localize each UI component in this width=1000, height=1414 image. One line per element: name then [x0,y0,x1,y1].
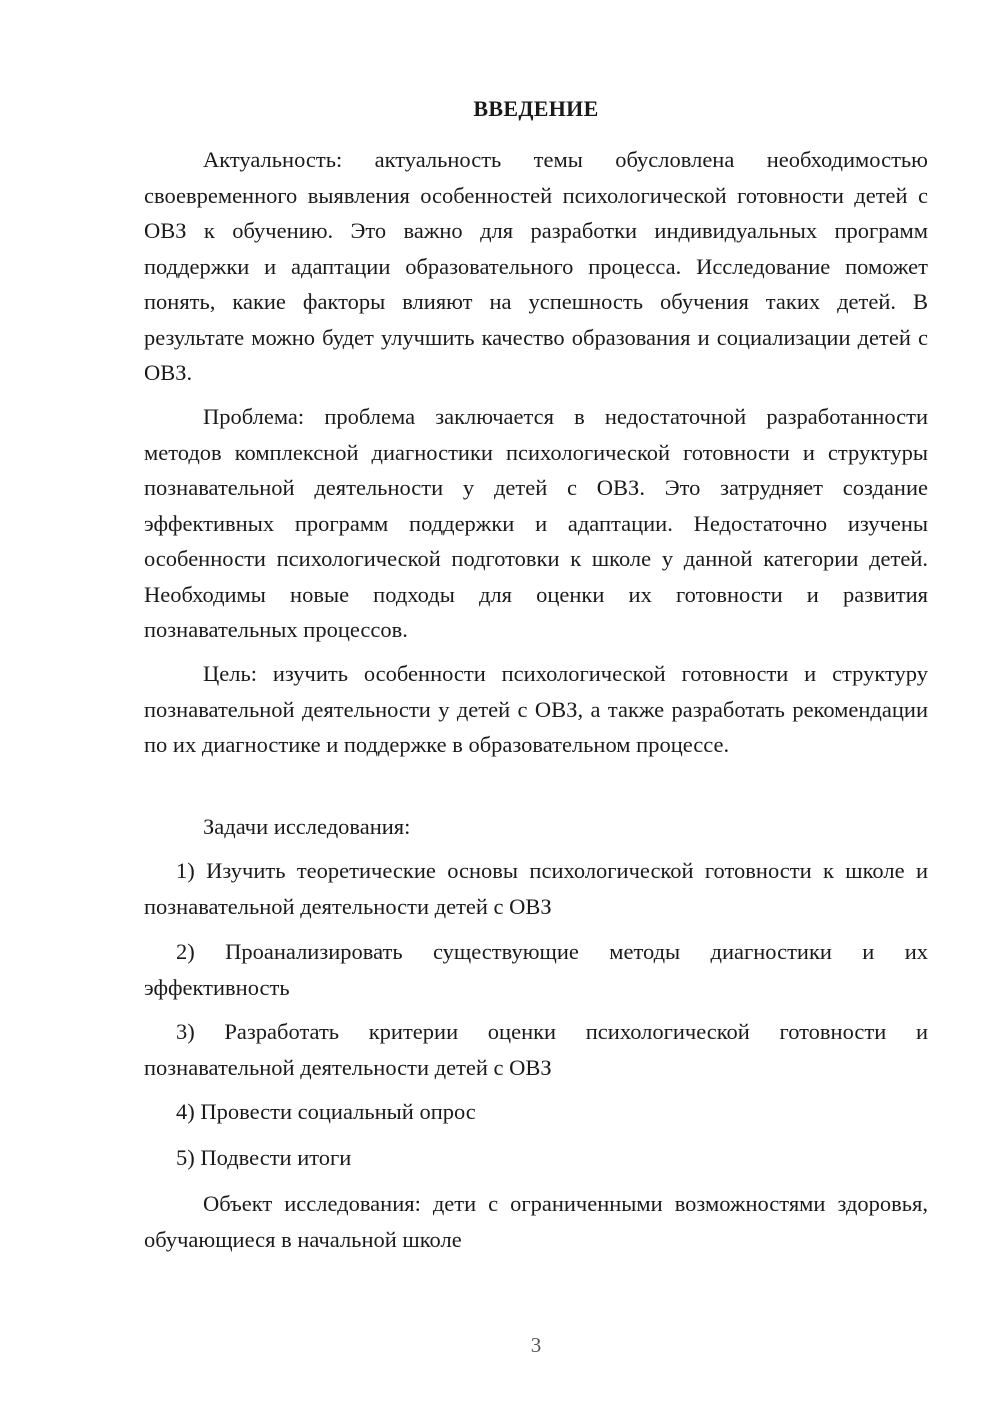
page-number: 3 [530,1333,542,1357]
tasks-title: Задачи исследования: [203,814,411,839]
task-item-4: 4) Провести социальный опрос [176,1099,476,1124]
page-title: ВВЕДЕНИЕ [473,96,599,121]
object-paragraph: Объект исследования: дети с ограниченными возможностями здоровья, обучающиеся в начальной школе [144,1191,928,1252]
task-item-3: 3) Разработать критерии оценки психологической готовности и познавательной деятельности детей с ОВЗ [144,1019,928,1080]
task-item-5: 5) Подвести итоги [176,1145,352,1170]
task-item-1: 1) Изучить теоретические основы психологической готовности к школе и познавательной деятельности детей с ОВЗ [144,858,928,919]
goal-paragraph: Цель: изучить особенности психологической готовности и структуру познавательной деятельности у детей с ОВЗ, а также разработать рекомендации по их диагностике и поддержке в образовательном процессе. [144,661,928,757]
task-item-2: 2) Проанализировать существующие методы диагностики и их эффективность [144,939,928,1000]
relevance-paragraph: Актуальность: актуальность темы обусловлена необходимостью своевременного выявления особенностей психологической готовности детей с ОВЗ к обучению. Это важно для разработки индивидуальных программ поддержки и адаптации образовательного процесса. Исследование поможет понять, какие факторы влияют на успешность обучения таких детей. В результате можно будет улучшить качество образования и социализации детей с ОВЗ. [144,147,928,385]
problem-paragraph: Проблема: проблема заключается в недостаточной разработанности методов комплексной диагностики психологической готовности и структуры познавательной деятельности у детей с ОВЗ. Это затрудняет создание эффективных программ поддержки и адаптации. Недостаточно изучены особенности психологической подготовки к школе у данной категории детей. Необходимы новые подходы для оценки их готовности и развития познавательных процессов. [144,404,928,642]
